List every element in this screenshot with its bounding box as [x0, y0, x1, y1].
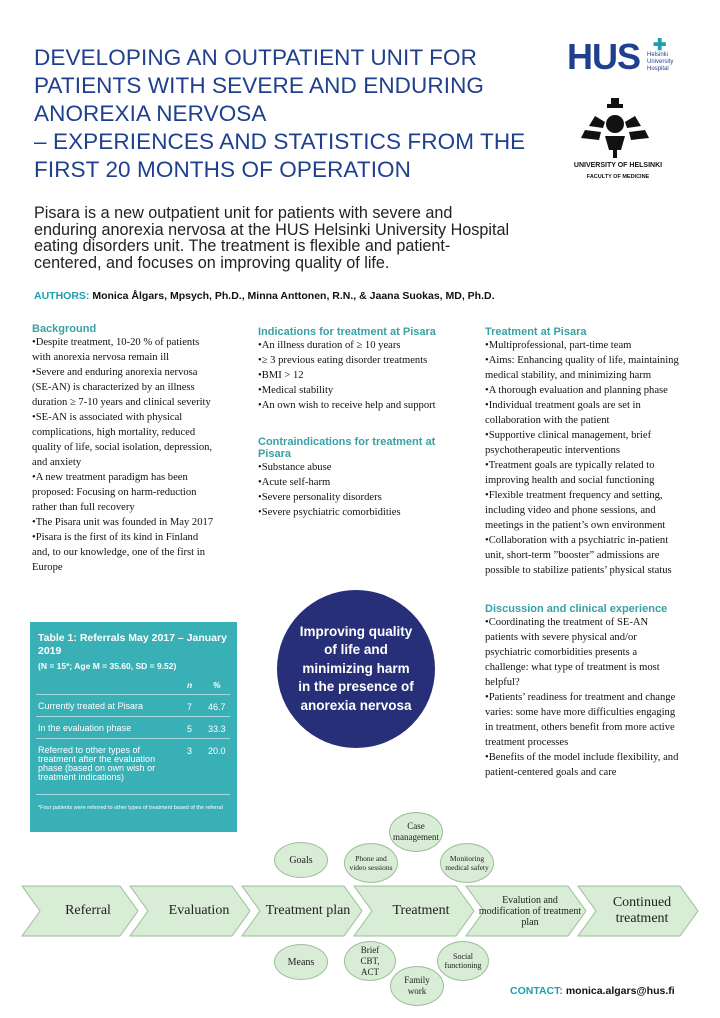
table-row-n: 3: [187, 746, 193, 756]
title-line: ANOREXIA NERVOSA: [34, 101, 267, 126]
text-line: psychiatric comorbidities presents a: [485, 647, 638, 658]
bubble-goals: Goals: [274, 842, 328, 878]
text-line: •Severe and enduring anorexia nervosa: [32, 367, 198, 378]
discussion-heading: Discussion and clinical experience: [485, 603, 668, 615]
text-line: •Severe personality disorders: [258, 492, 382, 503]
bubble-means: Means: [274, 944, 328, 980]
text-line: •An illness duration of ≥ 10 years: [258, 340, 401, 351]
treatment-text: [485, 338, 710, 578]
bubble-phone-video: Phone and video sessions: [344, 843, 398, 883]
text-line: •Acute self-harm: [258, 477, 331, 488]
text-line: •Benefits of the model include flexibility, and: [485, 752, 679, 763]
text-line: •Severe psychiatric comorbidities: [258, 507, 401, 518]
text-line: •Treatment goals are typically related to: [485, 460, 655, 471]
text-line: patients with severe physical and/or: [485, 632, 637, 643]
university-name: UNIVERSITY OF HELSINKI: [573, 162, 663, 169]
table-row-pct: 46.7: [208, 702, 226, 712]
text-line: unit, short-term ”booster” admissions are: [485, 550, 660, 561]
hus-logo-text: HUS: [567, 36, 641, 77]
text-line: collaboration with the patient: [485, 415, 610, 426]
contact-label: CONTACT:: [510, 985, 563, 997]
background-heading: Background: [32, 323, 97, 335]
flow-step-referral: Referral: [65, 903, 111, 918]
bubble-family: Family work: [390, 966, 444, 1006]
table-header-n: n: [187, 680, 193, 690]
flow-step-evaluation: Evaluation: [168, 903, 230, 918]
hus-logo-subtitle: Helsinki University Hospital: [647, 52, 674, 72]
referrals-table: [30, 622, 237, 832]
text-line: and anxiety: [32, 457, 82, 468]
table-footnote: *Four patients were referred to other types of treatment based of the referral: [38, 805, 223, 811]
table-row-n: 7: [187, 702, 193, 712]
text-line: helpful?: [485, 677, 520, 688]
flow-step-treatment-plan: Treatment plan: [265, 903, 351, 918]
flow-step-treatment: Treatment: [392, 903, 450, 918]
text-line: duration ≥ 7-10 years and clinical severity: [32, 397, 211, 408]
flow-step-continued: Continued treatment: [612, 895, 672, 926]
discussion-section: [485, 603, 710, 780]
treatment-section: [485, 326, 710, 578]
text-line: challenge: what type of treatment is most: [485, 662, 660, 673]
table-row-n: 5: [187, 724, 193, 734]
hus-cross-icon: ✚: [653, 37, 667, 54]
table-row-label: In the evaluation phase: [38, 723, 132, 733]
text-line: •Supportive clinical management, brief: [485, 430, 652, 441]
text-line: in treatment, others benefit from more active: [485, 722, 675, 733]
contraindications-section: [258, 436, 473, 520]
text-line: •Coordinating the treatment of SE-AN: [485, 617, 649, 628]
title-line: – EXPERIENCES AND STATISTICS FROM THE: [34, 129, 526, 154]
text-line: meetings in the patient’s own environment: [485, 520, 666, 531]
text-line: •Individual treatment goals are set in: [485, 400, 641, 411]
text-line: •Despite treatment, 10-20 % of patients: [32, 337, 200, 348]
contact-email[interactable]: monica.algars@hus.fi: [565, 985, 675, 997]
text-line: •Aims: Enhancing quality of life, maintaining: [485, 355, 679, 366]
table-divider: [36, 738, 230, 739]
bubble-brief-cbt: Brief CBT, ACT: [344, 941, 396, 981]
text-line: •The Pisara unit was founded in May 2017: [32, 517, 214, 528]
table-row-label: Referred to other types of treatment after the evaluation phase (based on own wish or treatment indications): [38, 745, 156, 782]
indications-heading: Indications for treatment at Pisara: [258, 326, 436, 338]
text-line: proposed: Focusing on harm-reduction: [32, 487, 197, 498]
hus-logo: [567, 32, 687, 82]
text-line: patient-centered goals and care: [485, 767, 617, 778]
table-row-pct: 33.3: [208, 724, 226, 734]
text-line: treatment processes: [485, 737, 569, 748]
discussion-text: [485, 615, 710, 780]
bubble-social: Social functioning: [437, 941, 489, 981]
title-line: PATIENTS WITH SEVERE AND ENDURING: [34, 73, 485, 98]
authors-line: [34, 290, 495, 302]
text-line: •Patients’ readiness for treatment and change: [485, 692, 676, 703]
text-line: Europe: [32, 562, 63, 573]
text-line: possible to stabilize patients’ physical status: [485, 565, 672, 576]
text-line: medical stability, and minimizing harm: [485, 370, 652, 381]
text-line: quality of life, social isolation, depression,: [32, 442, 213, 453]
flow-step-evaluation-modification: Evalution and modification of treatment plan: [478, 894, 582, 928]
table-row-label: Currently treated at Pisara: [38, 701, 144, 711]
text-line: •Pisara is the first of its kind in Finland: [32, 532, 199, 543]
table-divider: [36, 794, 230, 795]
text-line: improving health and social functioning: [485, 475, 655, 486]
table-row-pct: 20.0: [208, 746, 226, 756]
text-line: (SE-AN) is characterized by an illness: [32, 382, 195, 393]
text-line: with anorexia nervosa remain ill: [32, 352, 170, 363]
text-line: and, to our knowledge, one of the first in: [32, 547, 205, 558]
faculty-name: FACULTY OF MEDICINE: [586, 174, 650, 180]
treatment-heading: Treatment at Pisara: [485, 326, 587, 338]
text-line: •Multiprofessional, part-time team: [485, 340, 632, 351]
table-subtitle: (N = 15*; Age M = 35.60, SD = 9.52): [38, 661, 177, 671]
text-line: •An own wish to receive help and support: [258, 400, 436, 411]
text-line: •Medical stability: [258, 385, 334, 396]
title-line: DEVELOPING AN OUTPATIENT UNIT FOR: [34, 45, 477, 70]
text-line: •Substance abuse: [258, 462, 332, 473]
table-divider: [36, 694, 230, 695]
text-line: •Collaboration with a psychiatric in-patient: [485, 535, 669, 546]
table-divider: [36, 716, 230, 717]
aim-circle-text: Improving quality of life and minimizing harm in the presence of anorexia nervosa: [298, 623, 414, 713]
aim-circle: [277, 590, 435, 748]
background-section: [32, 323, 252, 575]
table-title: Table 1: Referrals May 2017 – January 2019: [38, 632, 227, 657]
background-text: [32, 335, 252, 575]
bubble-case-management: Case management: [389, 812, 443, 852]
table-header-pct: %: [213, 680, 221, 690]
bubble-monitoring: Monitoring medical safety: [440, 843, 494, 883]
poster-title: [34, 44, 554, 184]
title-line: FIRST 20 MONTHS OF OPERATION: [34, 157, 412, 182]
contact-line: [510, 985, 675, 997]
authors-label: AUTHORS:: [34, 290, 90, 302]
text-line: •≥ 3 previous eating disorder treatments: [258, 355, 428, 366]
authors-names: Monica Ålgars, Mpsych, Ph.D., Minna Anttonen, R.N., & Jaana Suokas, MD, Ph.D.: [92, 290, 495, 302]
indications-text: [258, 338, 473, 413]
contraindications-text: [258, 460, 473, 520]
text-line: •A new treatment paradigm has been: [32, 472, 188, 483]
text-line: psychotherapeutic interventions: [485, 445, 621, 456]
text-line: •Flexible treatment frequency and setting,: [485, 490, 663, 501]
text-line: rather than full recovery: [32, 502, 135, 513]
text-line: including video and phone sessions, and: [485, 505, 656, 516]
indications-section: [258, 326, 473, 413]
university-seal-icon: [575, 98, 655, 158]
text-line: varies: some have more difficulties engaging: [485, 707, 676, 718]
text-line: complications, high mortality, reduced: [32, 427, 196, 438]
contraindications-heading: Contraindications for treatment at Pisara: [258, 436, 436, 460]
text-line: •A thorough evaluation and planning phase: [485, 385, 668, 396]
text-line: •SE-AN is associated with physical: [32, 412, 183, 423]
text-line: •BMI > 12: [258, 370, 304, 381]
intro-paragraph: Pisara is a new outpatient unit for patients with severe and enduring anorexia nervosa at the HUS Helsinki University Hospital eating disorders unit. The treatment is flexible and patient- centered, and focuses on improving quality of life.: [34, 204, 510, 272]
